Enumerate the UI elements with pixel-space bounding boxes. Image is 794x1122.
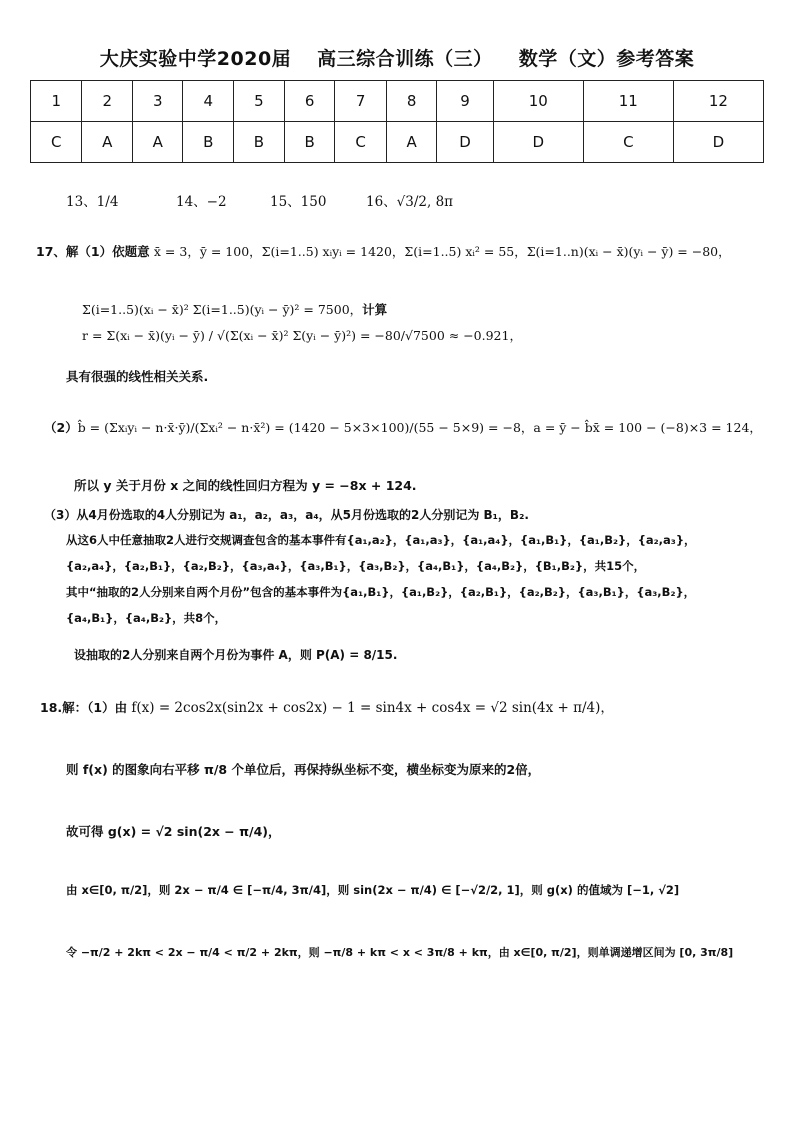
answer-cell: D (673, 122, 763, 163)
q17-part1-conclusion: 具有很强的线性相关关系. (66, 369, 209, 384)
answer-cell: A (386, 122, 437, 163)
question-number-cell: 8 (386, 81, 437, 122)
q17-heading: 17、解 (36, 244, 79, 259)
question-number-cell: 3 (132, 81, 183, 122)
q18-heading: 18.解：（1）由 (40, 700, 128, 715)
answer-cell: B (234, 122, 285, 163)
fill-blank-13: 13、1/4 (66, 194, 119, 210)
fill-blank-15: 15、150 (270, 194, 327, 210)
q18-g-formula: 故可得 g(x) = √2 sin(2x − π/4)， (66, 824, 281, 839)
answer-cell: B (284, 122, 335, 163)
answer-cell: A (82, 122, 133, 163)
q17-part3-line5: {a₄,B₁}，{a₄,B₂}，共8个， (66, 611, 227, 625)
q17-part2-label: （2） (44, 420, 78, 435)
answer-key-row (31, 122, 764, 163)
q18-line1 (40, 696, 614, 716)
question-number-cell: 10 (493, 81, 583, 122)
question-number-cell: 11 (583, 81, 673, 122)
answer-cell: D (437, 122, 493, 163)
q17-calc-label: 计算 (362, 302, 388, 317)
q17-part2-conclusion: 所以 y 关于月份 x 之间的线性回归方程为 y = −8x + 124. (74, 478, 417, 493)
question-number-cell: 4 (183, 81, 234, 122)
q18-range: 由 x∈[0, π/2]，则 2x − π/4 ∈ [−π/4, 3π/4]，则 sin(2x − π/4) ∈ [−√2/2, 1]，则 g(x) 的值域为 [−1, √2] (66, 883, 680, 897)
q17-line1 (36, 242, 731, 260)
question-number-cell: 5 (234, 81, 285, 122)
q17-correlation-formula: r = Σ(xᵢ − x̄)(yᵢ − ȳ) / √(Σ(xᵢ − x̄)² Σ(yᵢ − ȳ)²) = −80/√7500 ≈ −0.921， (82, 328, 522, 343)
q17-probability: 设抽取的2人分别来自两个月份为事件 A，则 P(A) = 8/15. (74, 648, 398, 662)
q17-part1-label: （1）依题意 (78, 244, 150, 259)
question-number-cell: 6 (284, 81, 335, 122)
question-number-cell: 9 (437, 81, 493, 122)
question-number-cell: 1 (31, 81, 82, 122)
answer-table (30, 80, 764, 163)
fill-blank-16: 16、√3/2, 8π (366, 194, 454, 210)
question-number-cell: 2 (82, 81, 133, 122)
answer-number-row (31, 81, 764, 122)
q18-transformation: 则 f(x) 的图象向右平移 π/8 个单位后，再保持纵坐标不变，横坐标变为原来的2倍， (66, 762, 541, 777)
title-subject: 数学（文）参考答案 (518, 48, 695, 70)
answer-cell: A (132, 122, 183, 163)
q18-increasing-interval: 令 −π/2 + 2kπ < 2x − π/4 < π/2 + 2kπ，则 −π/8 + kπ < x < 3π/8 + kπ，由 x∈[0, π/2]，则单调递增区间为 [0, 3π/8] (66, 946, 734, 959)
q17-part3-line3: {a₂,a₄}，{a₂,B₁}，{a₂,B₂}，{a₃,a₄}，{a₃,B₁}，{a₃,B₂}，{a₄,B₁}，{a₄,B₂}，{B₁,B₂}，共15个， (66, 559, 646, 573)
question-number-cell: 12 (673, 81, 763, 122)
fill-blank-14: 14、−2 (176, 194, 227, 210)
answer-cell: B (183, 122, 234, 163)
q18-simplify-formula: f(x) = 2cos2x(sin2x + cos2x) − 1 = sin4x + cos4x = √2 sin(4x + π/4)， (131, 700, 614, 716)
title-school: 大庆实验中学2020届 (99, 48, 292, 70)
page-title (0, 44, 794, 71)
q17-part3-line1: （3）从4月份选取的4人分别记为 a₁，a₂，a₃，a₄，从5月份选取的2人分别记为 B₁，B₂. (44, 508, 529, 522)
q17-part2-line (44, 418, 762, 436)
q17-part3-line2: 从这6人中任意抽取2人进行交规调查包含的基本事件有{a₁,a₂}，{a₁,a₃}，{a₁,a₄}，{a₁,B₁}，{a₁,B₂}，{a₂,a₃}， (66, 533, 696, 547)
q17-part3-line4: 其中“抽取的2人分别来自两个月份”包含的基本事件为{a₁,B₁}，{a₁,B₂}，{a₂,B₁}，{a₂,B₂}，{a₃,B₁}，{a₃,B₂}， (66, 585, 696, 599)
answer-cell: C (31, 122, 82, 163)
answer-cell: C (335, 122, 386, 163)
title-exam: 高三综合训练（三） (317, 48, 493, 70)
q17-part1-formula-2: Σ(i=1..5)(xᵢ − x̄)² Σ(i=1..5)(yᵢ − ȳ)² = 7500， (82, 302, 363, 317)
answer-cell: D (493, 122, 583, 163)
q17-line2 (82, 300, 387, 318)
q17-part1-formula-1: x̄ = 3，ȳ = 100，Σ(i=1..5) xᵢyᵢ = 1420，Σ(i=1..5) xᵢ² = 55，Σ(i=1..n)(xᵢ − x̄)(yᵢ − ȳ) = −80， (153, 244, 731, 259)
q17-regression-coefficients: b̂ = (Σxᵢyᵢ − n·x̄·ȳ)/(Σxᵢ² − n·x̄²) = (1420 − 5×3×100)/(55 − 5×9) = −8，a = ȳ − b̂x̄ = 100 − (−8)×3 = 124， (77, 420, 762, 435)
question-number-cell: 7 (335, 81, 386, 122)
answer-cell: C (583, 122, 673, 163)
